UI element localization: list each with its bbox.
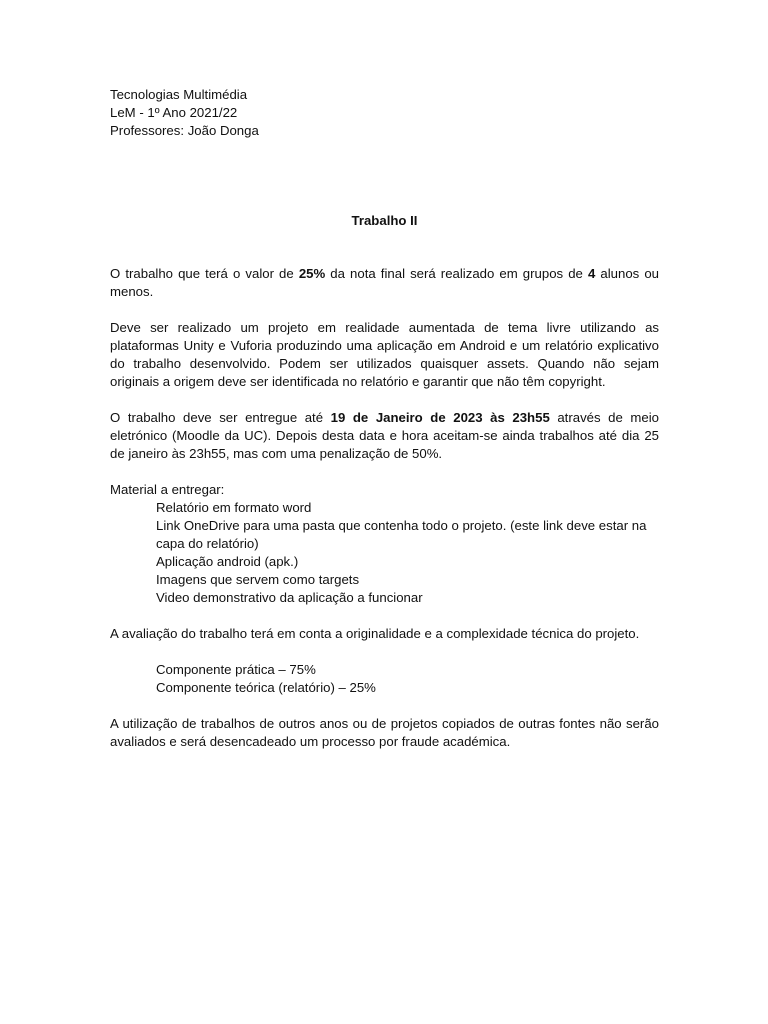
materials-item: Video demonstrativo da aplicação a funcionar — [156, 590, 423, 605]
paragraph-grading-text-c: da nota final será realizado em grupos de — [325, 266, 588, 281]
paragraph-deadline-text-c: através de meio eletrónico (Moodle da UC). Depois desta data e hora aceitam-se ainda trabalhos até dia 25 de janeiro às 23h55, mas com uma penalização de 50%. — [110, 410, 659, 461]
paragraph-grading — [110, 265, 659, 301]
deadline-date: 19 de Janeiro de 2023 às 23h55 — [330, 410, 550, 425]
document-title: Trabalho II — [351, 213, 418, 228]
document-body — [110, 86, 659, 751]
paragraph-grading-text-a: O trabalho que terá o valor de — [110, 266, 299, 281]
program-year: LeM - 1º Ano 2021/22 — [110, 105, 238, 120]
component-theoretical: Componente teórica (relatório) – 25% — [156, 680, 376, 695]
course-name: Tecnologias Multimédia — [110, 87, 248, 102]
grade-percentage: 25% — [298, 266, 326, 281]
materials-item: Link OneDrive para uma pasta que contenha todo o projeto. (este link deve estar na capa do relatório) — [156, 518, 647, 551]
materials-item: Imagens que servem como targets — [156, 572, 360, 587]
paragraph-grading-text-e: alunos ou menos. — [110, 266, 660, 299]
paragraph-project-description: Deve ser realizado um projeto em realidade aumentada de tema livre utilizando as plataformas Unity e Vuforia produzindo uma aplicação em Android e um relatório explicativo do trabalho desenvolvido. Podem ser utilizados quaisquer assets. Quando não sejam originais a origem deve ser identificada no relatório e garantir que não têm copyright. — [110, 320, 659, 389]
paragraph-deadline-text-a: O trabalho deve ser entregue até — [110, 410, 331, 425]
materials-item: Relatório em formato word — [156, 500, 312, 515]
materials-heading: Material a entregar: — [110, 482, 225, 497]
component-practical: Componente prática – 75% — [156, 662, 316, 677]
paragraph-deadline — [110, 409, 659, 463]
grade-components — [110, 661, 659, 697]
materials-list — [110, 499, 659, 607]
teachers-line: Professores: João Donga — [110, 123, 259, 138]
paragraph-evaluation: A avaliação do trabalho terá em conta a originalidade e a complexidade técnica do projeto. — [110, 626, 640, 641]
paragraph-plagiarism: A utilização de trabalhos de outros anos ou de projetos copiados de outras fontes não serão avaliados e será desencadeado um processo por fraude académica. — [110, 716, 659, 749]
group-size: 4 — [587, 266, 596, 281]
materials-item: Aplicação android (apk.) — [156, 554, 299, 569]
